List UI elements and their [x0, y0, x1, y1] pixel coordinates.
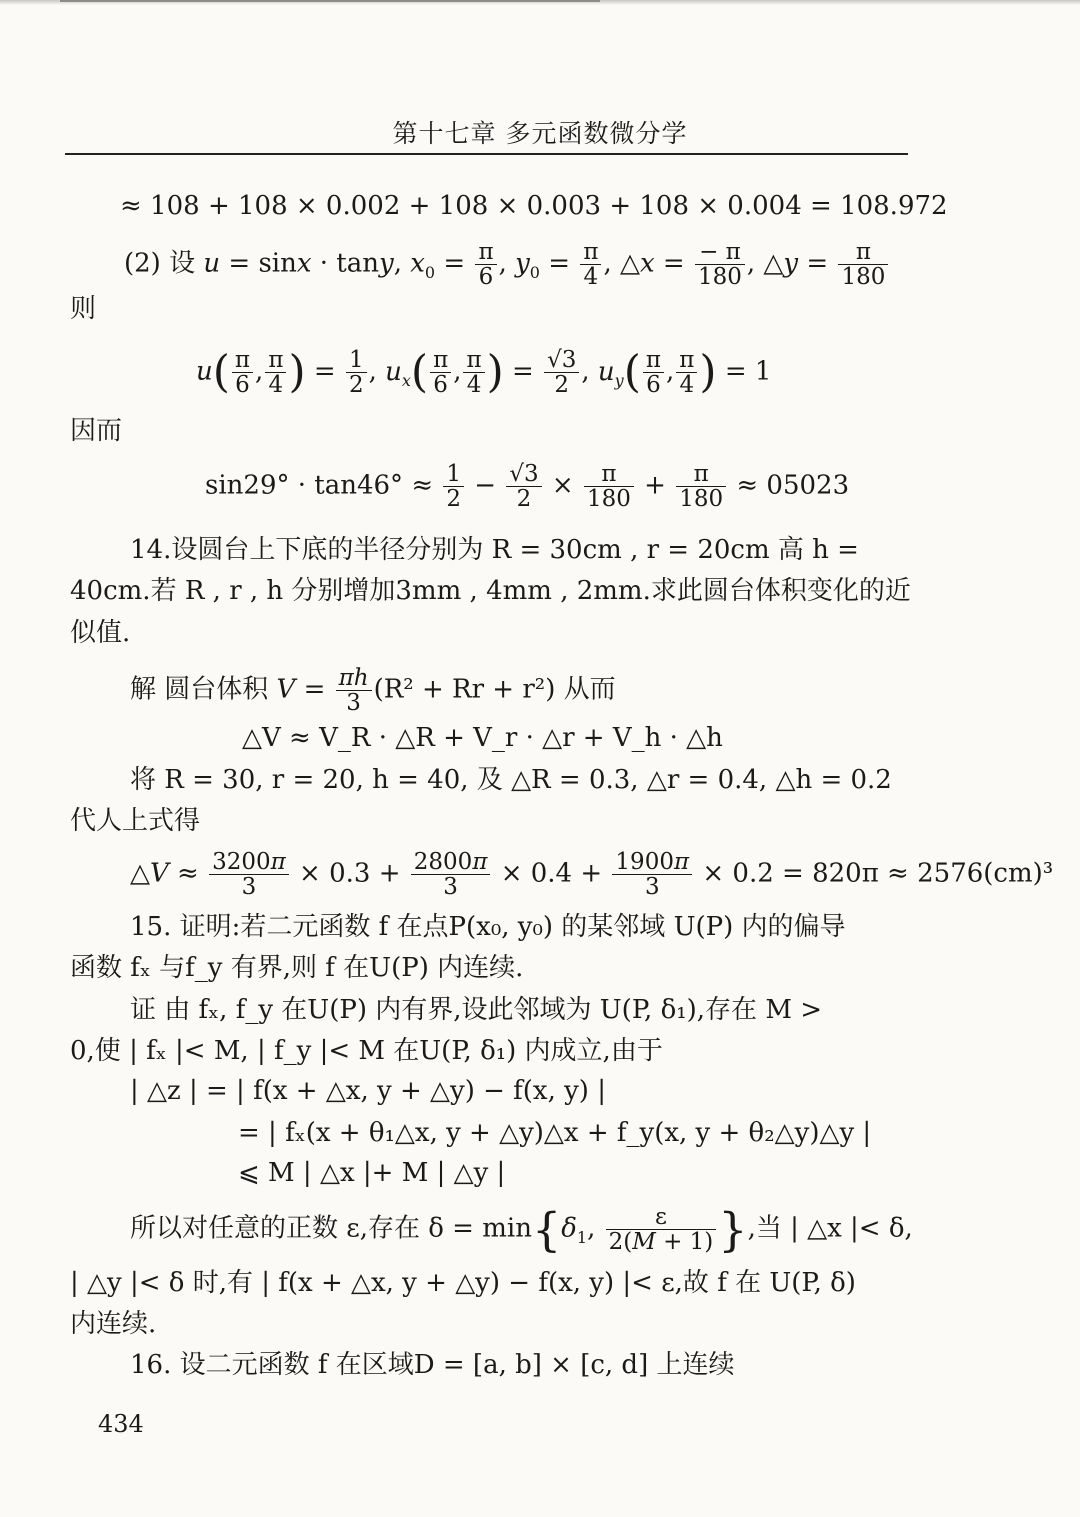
problem-15-line-2: 函数 fₓ 与f_y 有界,则 f 在U(P) 内连续. [70, 953, 524, 983]
solution-label: 解 圆台体积 [130, 674, 269, 705]
problem-16-line-1: 16. 设二元函数 f 在区域D = [a, b] × [c, d] 上连续 [130, 1350, 735, 1380]
proof-15-line-4: = | fₓ(x + θ₁△x, y + △y)△x + f_y(x, y + θ₂△y)△y | [238, 1118, 872, 1148]
delta-v-tail: = 820π ≈ 2576(cm)³ [782, 858, 1054, 889]
solution-14-volume: 解 圆台体积 V = $\frac{\pi h}{3}$ (R² + Rr + r²) 从而 [130, 665, 616, 717]
text-line-3: 则 [70, 294, 97, 324]
delta-v-formula: △V ≈ V_R · △R + V_r · △r + V_h · △h [242, 723, 723, 753]
formula-sin-tan: sin29° · tan46° ≈ $\frac{1}{2}$ − $\frac{√3}{2}$ × $\frac{\pi}{180}$ + $\frac{\pi}{180}$ ≈ 05023 [205, 461, 850, 513]
problem-14-line-2: 40cm.若 R , r , h 分别增加3mm , 4mm , 2mm.求此圆台体积变化的近 [70, 576, 911, 606]
volume-formula-tail: (R² + Rr + r²) 从而 [373, 674, 616, 705]
chapter-header: 第十七章 多元函数微分学 [392, 119, 688, 148]
text-line-1: ≈ 108 + 108 × 0.002 + 108 × 0.003 + 108 × 0.004 = 108.972 [120, 191, 948, 221]
header-rule [65, 153, 908, 155]
proof-15-line-8: 内连续. [70, 1309, 157, 1339]
proof-15-line-3: | △z | = | f(x + △x, y + △y) − f(x, y) | [130, 1076, 606, 1106]
problem-14-line-3: 似值. [70, 618, 131, 648]
delta-choice-prefix: 所以对任意的正数 ε,存在 δ = min [130, 1213, 532, 1244]
scan-edge [60, 0, 600, 2]
text-line-5: 因而 [70, 416, 123, 446]
line-2-prefix: (2) 设 [124, 248, 196, 279]
proof-15-delta-choice: 所以对任意的正数 ε,存在 $\delta = \min\{\delta_1$, $\frac{\varepsilon}{2(M + 1)}$ },当 | △x |< δ, [130, 1202, 913, 1257]
proof-15-line-5: ⩽ M | △x |+ M | △y | [238, 1158, 506, 1188]
delta-v-result: △V ≈ $\frac{3200\pi}{3}$ × 0.3 + $\frac{2800\pi}{3}$ × 0.4 + $\frac{1900\pi}{3}$ × 0.2 = 820π ≈ 2576(cm)³ [130, 849, 1054, 901]
text-line-2: (2) 设 u = sinx · tany, $x_0$ = $\frac{\pi}{6}$ , $y_0$ = $\frac{\pi}{4}$ , △x = $\frac{- \pi}{180}$ , △y = $\frac{\pi}{180}$ [124, 240, 890, 289]
proof-15-line-2: 0,使 | fₓ |< M, | f_y |< M 在U(P, δ₁) 内成立,由于 [70, 1036, 663, 1066]
substitution-line-2: 代人上式得 [70, 806, 201, 836]
delta-choice-suffix: ,当 | △x |< δ, [747, 1213, 913, 1244]
proof-15-line-1: 证 由 fₓ, f_y 在U(P) 内有界,设此邻域为 U(P, δ₁),存在 M > [130, 995, 822, 1025]
approx-value: ≈ 05023 [736, 470, 850, 501]
formula-u-values: u( $\frac{\pi}{6}$ , $\frac{\pi}{4}$ ) = $\frac{1}{2}$ , $u_x$( $\frac{\pi}{6}$ , $\frac{\pi}{4}$ ) = $\frac{√3}{2}$ , $u_y$( $\frac{\pi}{6}$ , $\frac{\pi}{4}$ ) = 1 [196, 346, 772, 399]
problem-14-line-1: 14.设圆台上下底的半径分别为 R = 30cm , r = 20cm 高 h = [130, 535, 859, 565]
problem-15-line-1: 15. 证明:若二元函数 f 在点P(x₀, y₀) 的某邻域 U(P) 内的偏导 [130, 912, 846, 942]
page-number: 434 [98, 1410, 144, 1438]
proof-15-line-7: | △y |< δ 时,有 | f(x + △x, y + △y) − f(x, y) |< ε,故 f 在 U(P, δ) [70, 1268, 856, 1298]
substitution-line: 将 R = 30, r = 20, h = 40, 及 △R = 0.3, △r = 0.4, △h = 0.2 [130, 765, 892, 795]
